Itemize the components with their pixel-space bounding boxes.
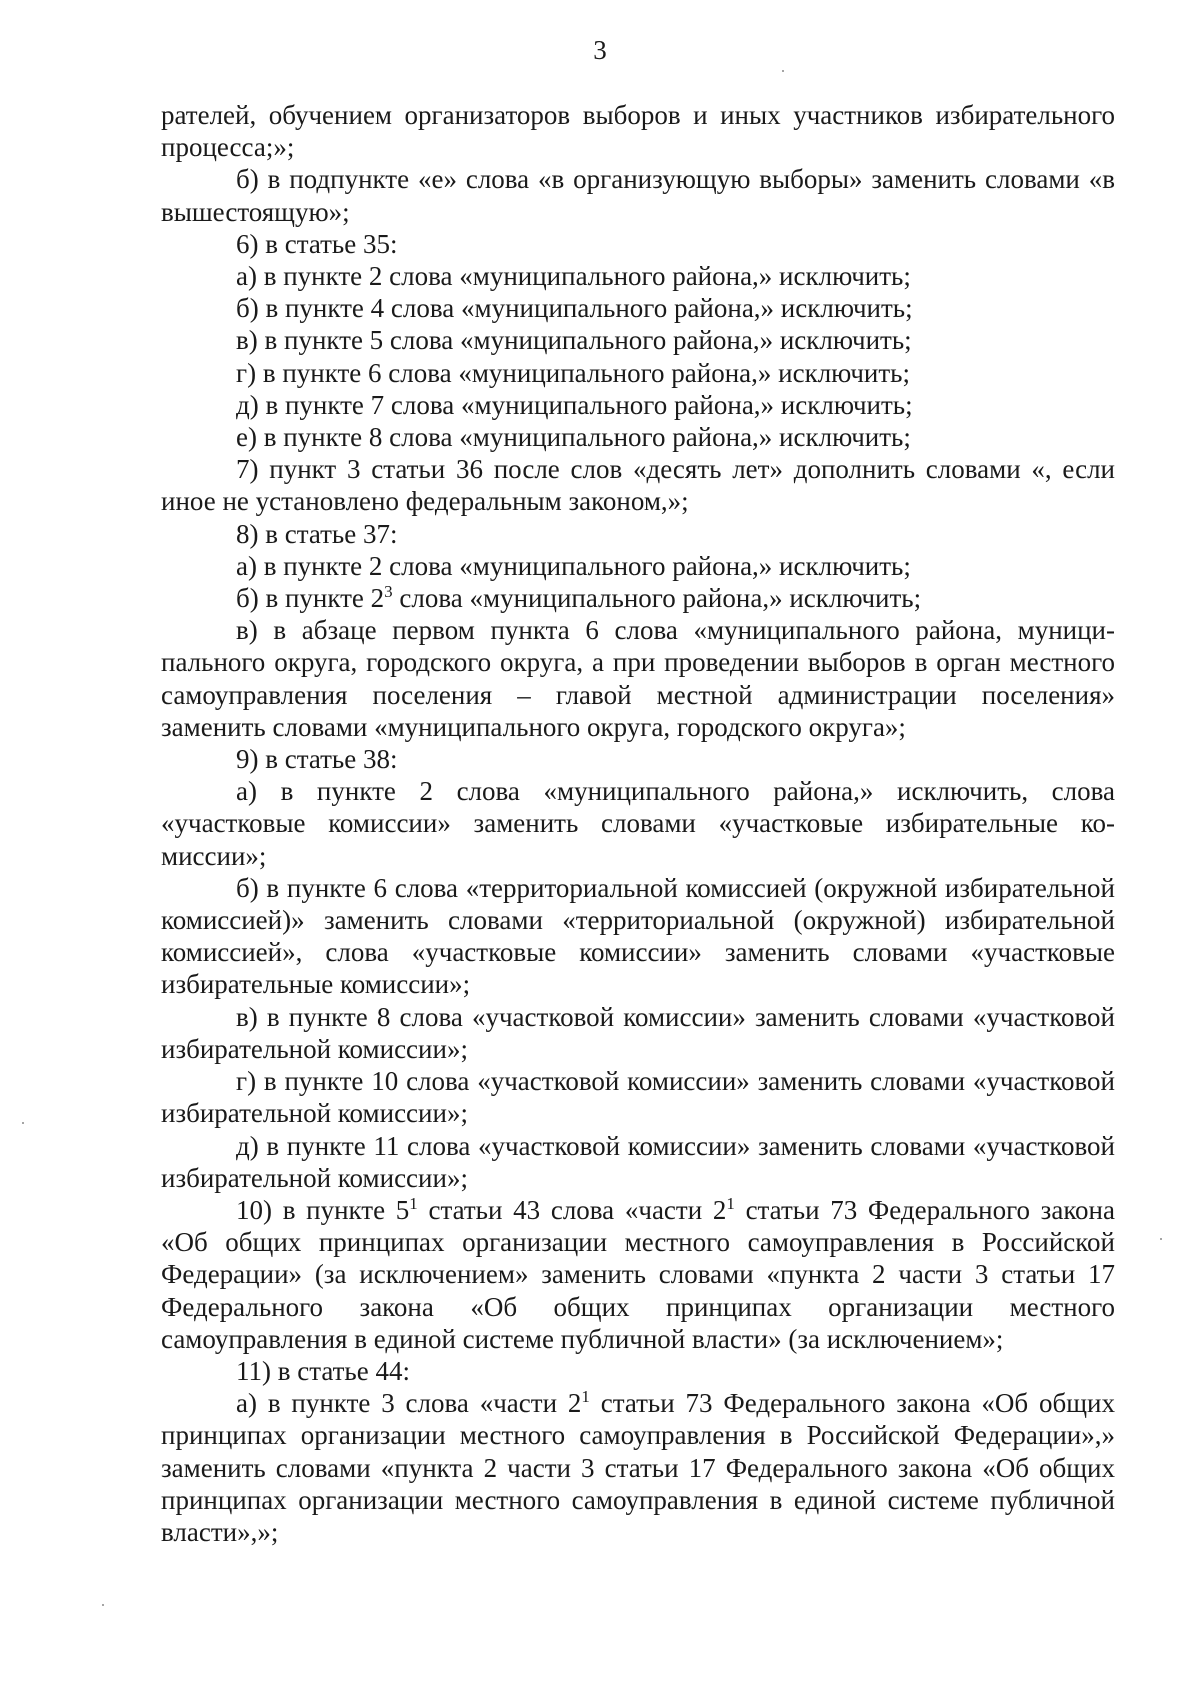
- scan-speck: [782, 70, 784, 72]
- paragraph: [161, 357, 1115, 389]
- superscript: 1: [409, 1193, 418, 1213]
- paragraph: [161, 550, 1115, 582]
- paragraph-text: 6) в статье 35:: [236, 228, 398, 259]
- paragraph: [161, 614, 1115, 743]
- paragraph: [161, 518, 1115, 550]
- paragraph-text: б) в пункте 6 слова «территориальной комиссией (окружной избирательной комиссией)» заменить словами «территориальной (окружной) избирательной комиссией», слова «участковые комиссии» заменить словами «участковые избирательные комиссии»;: [161, 872, 1115, 1000]
- document-body: [161, 99, 1115, 1548]
- paragraph-text: д) в пункте 7 слова «муниципального района,» исключить;: [236, 389, 913, 420]
- paragraph-text: г) в пункте 10 слова «участковой комиссии» заменить словами «участковой избирательной комиссии»;: [161, 1066, 1115, 1129]
- paragraph: [161, 453, 1115, 517]
- paragraph-text: в) в пункте 5 слова «муниципального района,» исключить;: [236, 325, 912, 356]
- scan-speck: [22, 1122, 24, 1124]
- paragraph-text: слова «муниципального района,» исключить;: [392, 583, 922, 614]
- scan-speck: [102, 1604, 104, 1606]
- paragraph: [161, 99, 1115, 163]
- paragraph: [161, 163, 1115, 227]
- paragraph: [161, 1065, 1115, 1129]
- paragraph-text: статьи 73 Федерального закона «Об общих принципах организации местного самоуправления в Российской Федерации» (за исключением» заменить словами «пункта 2 части 3 статьи 17 Федерального закона «Об общих принципах организации местного самоуправления в единой системе публичной власти» (за исключением»;: [161, 1194, 1115, 1354]
- paragraph: [161, 292, 1115, 324]
- paragraph-text: д) в пункте 11 слова «участковой комиссии» заменить словами «участковой избирательной комиссии»;: [161, 1130, 1115, 1193]
- superscript: 1: [581, 1387, 590, 1407]
- paragraph-text: в) в абзаце первом пункта 6 слова «муниципального района, муниципального округа, городского округа, а при проведении выборов в орган местного самоуправления поселения – главой местной администрации поселения» заменить словами «муниципального округа, городского округа»;: [161, 615, 1115, 742]
- paragraph-text: 9) в статье 38:: [236, 744, 398, 775]
- paragraph: [161, 1387, 1115, 1548]
- page-number: 3: [593, 35, 607, 65]
- paragraph: [161, 1194, 1115, 1355]
- superscript: 3: [384, 582, 393, 602]
- paragraph-text: е) в пункте 8 слова «муниципального района,» исключить;: [236, 422, 911, 453]
- paragraph-text: 7) пункт 3 статьи 36 после слов «десять лет» дополнить словами «, если иное не установлено федеральным законом,»;: [161, 454, 1115, 517]
- paragraph-text: статьи 73 Федерального закона «Об общих принципах организации местного самоуправления в Российской Федерации»,» заменить словами «пункта 2 части 3 статьи 17 Федерального закона «Об общих принципах организации местного самоуправления в единой системе публичной власти»,»;: [161, 1388, 1115, 1547]
- scan-speck: [1160, 1238, 1162, 1240]
- paragraph-text: а) в пункте 2 слова «муниципального района,» исключить;: [236, 550, 911, 581]
- paragraph: [161, 324, 1115, 356]
- paragraph-text: рателей, обучением организаторов выборов и иных участников избирательного процесса;»;: [161, 100, 1115, 163]
- paragraph: [161, 260, 1115, 292]
- paragraph-text: б) в пункте 4 слова «муниципального района,» исключить;: [236, 293, 913, 324]
- paragraph: [161, 421, 1115, 453]
- paragraph-text: а) в пункте 2 слова «муниципального района,» исключить, слова «участковые комиссии» заменить словами «участковые избирательные комиссии»;: [161, 776, 1115, 871]
- paragraph-text: г) в пункте 6 слова «муниципального района,» исключить;: [236, 357, 910, 388]
- paragraph: [161, 228, 1115, 260]
- paragraph: [161, 1355, 1115, 1387]
- paragraph-text: статьи 43 слова «части 2: [417, 1194, 727, 1225]
- paragraph-text: а) в пункте 2 слова «муниципального района,» исключить;: [236, 261, 911, 292]
- paragraph-text: 11) в статье 44:: [236, 1355, 410, 1386]
- paragraph-text: б) в пункте 2: [236, 583, 385, 614]
- paragraph-text: 8) в статье 37:: [236, 518, 398, 549]
- paragraph-text: в) в пункте 8 слова «участковой комиссии» заменить словами «участковой избирательной комиссии»;: [161, 1001, 1115, 1064]
- paragraph-text: б) в подпункте «е» слова «в организующую выборы» заменить словами «в вышестоящую»;: [161, 164, 1115, 227]
- paragraph: [161, 743, 1115, 775]
- superscript: 1: [726, 1193, 735, 1213]
- paragraph-text: 10) в пункте 5: [236, 1194, 410, 1225]
- paragraph: [161, 389, 1115, 421]
- paragraph: [161, 582, 1115, 614]
- paragraph-text: а) в пункте 3 слова «части 2: [236, 1388, 582, 1419]
- paragraph: [161, 1130, 1115, 1194]
- paragraph: [161, 872, 1115, 1001]
- paragraph: [161, 1001, 1115, 1065]
- paragraph: [161, 775, 1115, 872]
